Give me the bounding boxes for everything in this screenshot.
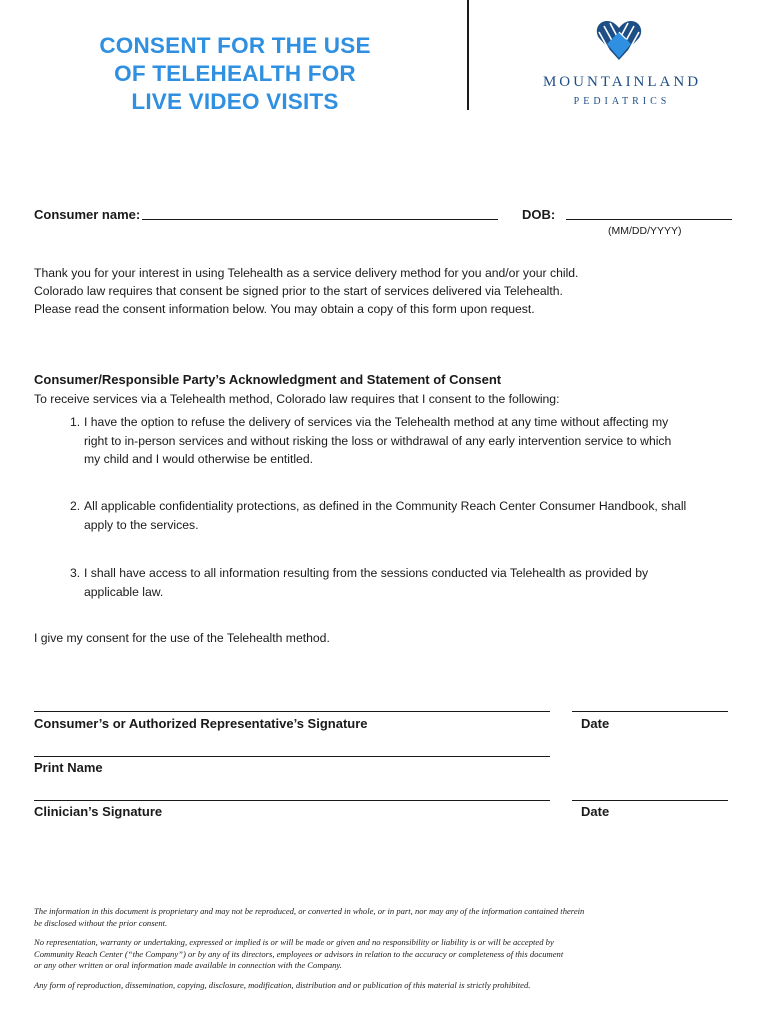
item-number: 2. (70, 499, 81, 513)
item-line: my child and I would otherwise be entitled. (84, 452, 313, 466)
footer-proprietary-notice (34, 906, 734, 929)
date-label: Date (581, 716, 610, 731)
item-line: I have the option to refuse the delivery of services via the Telehealth method at any time without affecting my (84, 415, 669, 429)
dob-format-hint: (MM/DD/YYYY) (608, 225, 682, 237)
item-line: All applicable confidentiality protections, as defined in the Community Reach Center Consumer Handbook, shall (84, 499, 687, 513)
date-field-1[interactable] (572, 711, 728, 712)
item-line: right to in-person services and without risking the loss or withdrawal of any early intervention service to which (84, 433, 672, 448)
footer-line: Community Reach Center (“the Company”) or by any of its directors, employees or advisors in relation to the accuracy or completeness of this document (34, 948, 564, 959)
item-line: I shall have access to all information resulting from the sessions conducted via Telehealth as provided by (84, 566, 649, 580)
clinician-signature-field[interactable] (34, 800, 550, 801)
item-number: 1. (70, 415, 81, 429)
item-number: 3. (70, 566, 81, 580)
consumer-signature-label: Consumer’s or Authorized Representative’s Signature (34, 716, 368, 731)
footer-line: or any other written or oral information made available in connection with the Company. (34, 960, 342, 970)
footer-line: No representation, warranty or undertaking, expressed or implied is or will be made or given and no responsibility or liability is or will be accepted by (34, 937, 554, 947)
item-line: applicable law. (84, 584, 164, 599)
intro-paragraph (34, 264, 654, 318)
title-line: OF TELEHEALTH FOR (114, 61, 356, 86)
intro-line: Please read the consent information below. You may obtain a copy of this form upon request. (34, 302, 535, 316)
intro-line: Colorado law requires that consent be signed prior to the start of services delivered via Telehealth. (34, 284, 563, 298)
heart-mountain-icon (596, 18, 642, 62)
brand-name: MOUNTAINLAND (542, 74, 702, 90)
consent-item (70, 497, 750, 534)
clinician-signature-label: Clinician’s Signature (34, 804, 163, 819)
header-divider (467, 0, 469, 110)
acknowledgment-heading: Consumer/Responsible Party’s Acknowledgment and Statement of Consent (34, 372, 502, 387)
footer-line: be disclosed without the prior consent. (34, 917, 168, 928)
item-line: apply to the services. (84, 517, 199, 532)
footer-liability-notice (34, 937, 734, 972)
consent-item (70, 413, 750, 469)
date-field-2[interactable] (572, 800, 728, 801)
dob-field[interactable] (566, 219, 732, 220)
print-name-label: Print Name (34, 760, 103, 775)
title-line: CONSENT FOR THE USE (99, 33, 371, 58)
consent-statement: I give my consent for the use of the Telehealth method. (34, 631, 330, 645)
footer-reproduction-notice: Any form of reproduction, dissemination, copying, disclosure, modification, distribution and or publication of this material is strictly prohibited. (34, 980, 531, 990)
consumer-name-field[interactable] (142, 219, 498, 220)
print-name-field[interactable] (34, 756, 550, 757)
page-title (40, 32, 430, 116)
consumer-name-label: Consumer name: (34, 207, 141, 222)
consent-item (70, 564, 750, 601)
dob-label: DOB: (522, 207, 556, 222)
consumer-signature-field[interactable] (34, 711, 550, 712)
title-line: LIVE VIDEO VISITS (131, 89, 339, 114)
intro-line: Thank you for your interest in using Telehealth as a service delivery method for you and/or your child. (34, 266, 579, 280)
date-label: Date (581, 804, 610, 819)
brand-subtitle: PEDIATRICS (573, 96, 671, 107)
footer-line: The information in this document is proprietary and may not be reproduced, or converted in whole, or in part, nor may any of the information contained therein (34, 906, 585, 916)
acknowledgment-lead: To receive services via a Telehealth method, Colorado law requires that I consent to the following: (34, 392, 560, 406)
